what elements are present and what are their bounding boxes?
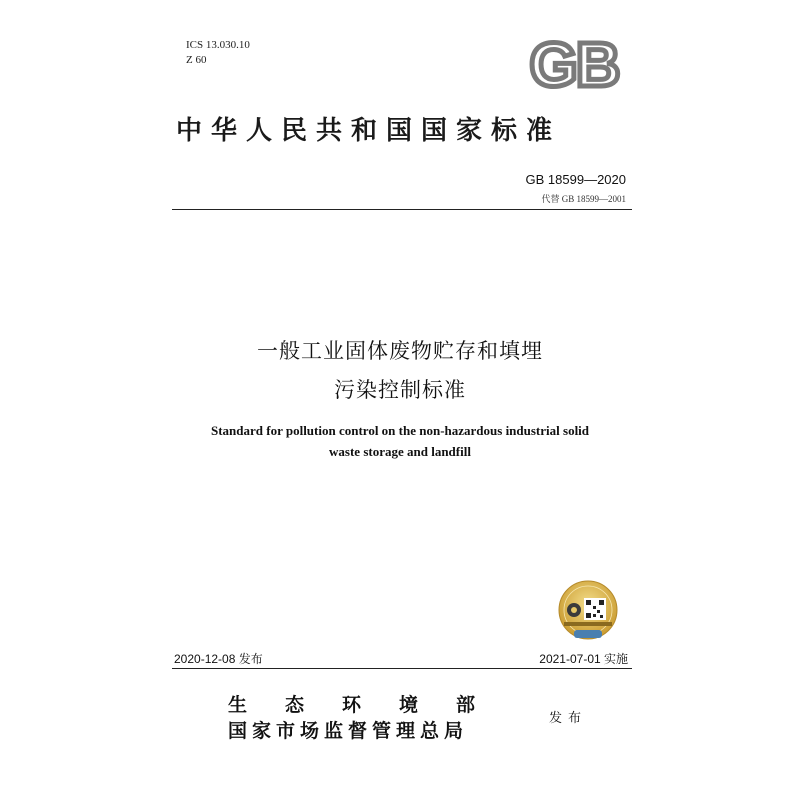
classification-code: Z 60 [186,54,207,66]
replaces-standard: 代替 GB 18599—2001 [541,194,626,204]
country-standard-title: 中华人民共和国国家标准 [176,116,562,146]
gb-logo-text: GB [529,34,619,92]
ics-block [186,38,250,68]
header-divider [172,209,632,210]
publish-label: 发布 [549,711,588,726]
title-cn-line2: 污染控制标准 [334,378,466,402]
title-cn-line1: 一般工业固体废物贮存和填埋 [257,339,543,363]
anti-counterfeit-seal-icon [552,580,624,642]
standard-number: GB 18599—2020 [525,172,626,187]
footer-divider [172,668,632,669]
issue-date: 2020-12-08 发布 [174,652,263,666]
issuer-samr: 国家市场监督管理总局 [228,720,469,742]
gb-logo [520,34,628,92]
issuer-ministry: 生态环境部 [228,694,514,716]
title-en-line1: Standard for pollution control on the non-hazardous industrial solid [210,423,590,438]
title-en-line2: waste storage and landfill [329,444,471,459]
implementation-date: 2021-07-01 实施 [539,652,628,666]
ics-code: ICS 13.030.10 [186,39,250,51]
